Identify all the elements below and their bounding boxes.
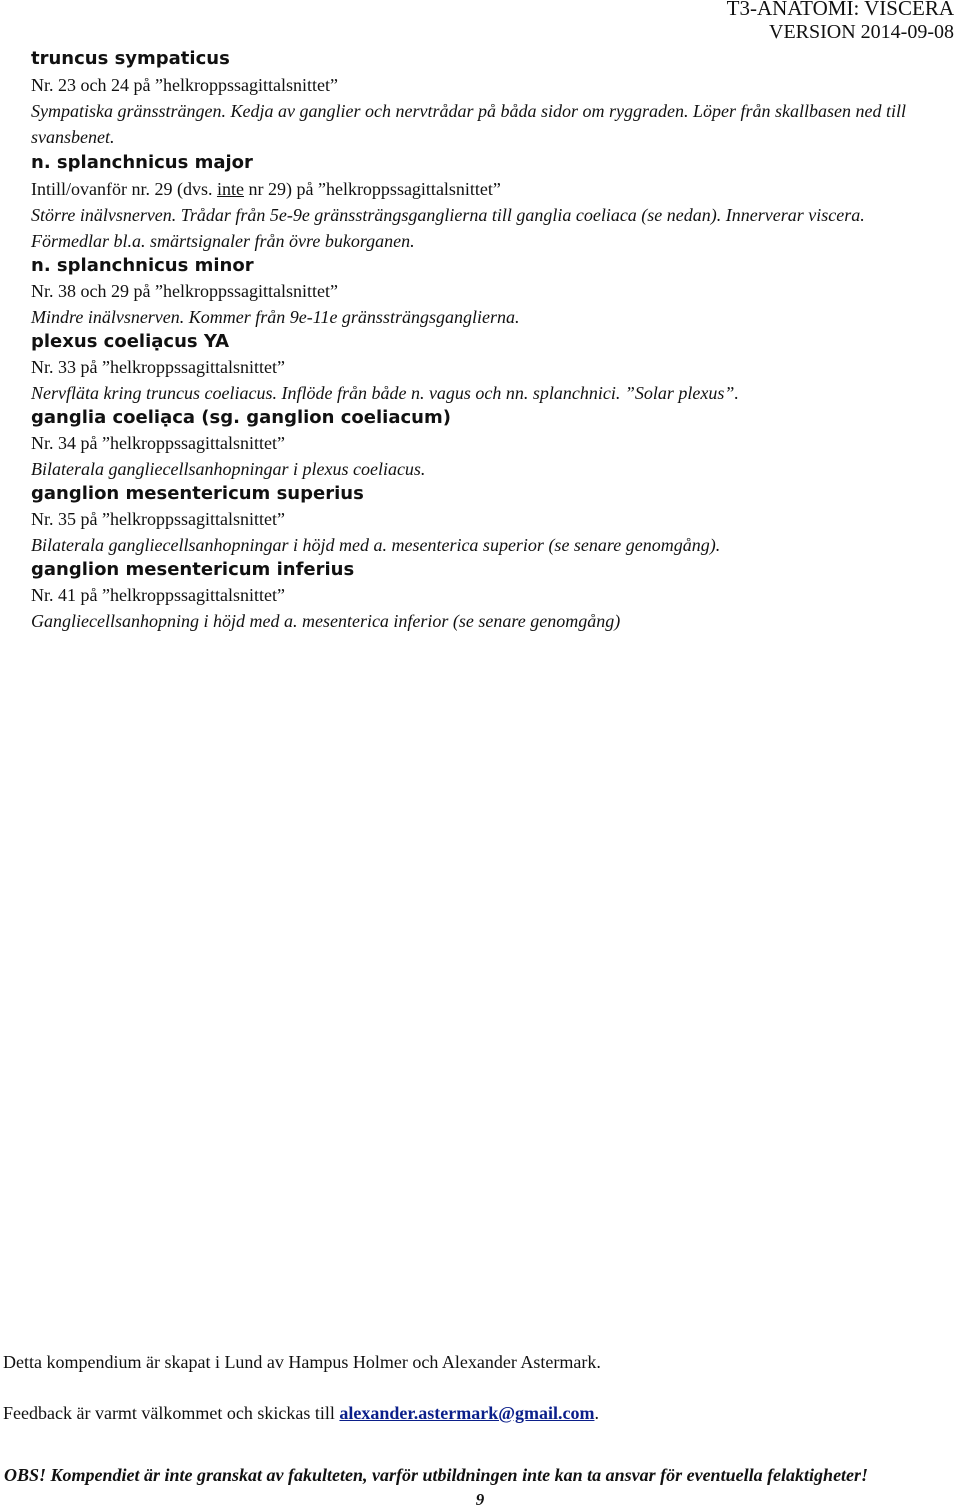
entry-reference-text: Intill/ovanför nr. 29 (dvs. <box>31 179 217 199</box>
entry-reference: Nr. 33 på ”helkroppssagittalsnittet” <box>31 357 285 377</box>
entry-title: n. splanchnicus major <box>31 152 253 173</box>
entry-reference-emphasis: inte <box>216 179 244 199</box>
email-link[interactable]: alexander.astermark@gmail.com <box>339 1403 595 1423</box>
entry-ganglion-mesentericum-superius <box>31 482 951 558</box>
entry-reference <box>31 176 951 202</box>
entry-title: ganglion mesentericum superius <box>31 483 364 504</box>
footer-authors: Detta kompendium är skapat i Lund av Hampus Holmer och Alexander Astermark. <box>3 1352 601 1372</box>
entry-ganglion-mesentericum-inferius <box>31 558 951 634</box>
entry-reference: Nr. 35 på ”helkroppssagittalsnittet” <box>31 509 285 529</box>
entry-reference: Nr. 41 på ”helkroppssagittalsnittet” <box>31 585 285 605</box>
entry-n-splanchnicus-major <box>31 150 951 254</box>
entry-reference: Nr. 23 och 24 på ”helkroppssagittalsnittet” <box>31 75 338 95</box>
entry-description: Bilaterala gangliecellsanhopningar i plexus coeliacus. <box>31 459 426 479</box>
header-version: VERSION 2014-09-08 <box>769 21 954 43</box>
header-course-title: T3-ANATOMI: VISCERA <box>726 0 954 20</box>
entry-title: plexus coeliạcus YA <box>31 331 230 352</box>
entry-title: truncus sympaticus <box>31 48 230 69</box>
entry-title: ganglia coeliạca (sg. ganglion coeliacum) <box>31 407 451 428</box>
entry-reference: Nr. 38 och 29 på ”helkroppssagittalsnittet” <box>31 281 338 301</box>
entry-description: Mindre inälvsnerven. Kommer från 9e-11e gränssträngsganglierna. <box>31 307 520 327</box>
entry-reference-text: nr 29) på ”helkroppssagittalsnittet” <box>243 179 501 199</box>
entry-reference: Nr. 34 på ”helkroppssagittalsnittet” <box>31 433 285 453</box>
entry-description: Bilaterala gangliecellsanhopningar i höjd med a. mesenterica superior (se senare genomgång). <box>31 535 721 555</box>
footer-feedback <box>3 1403 599 1424</box>
entry-description: Gangliecellsanhopning i höjd med a. mesenterica inferior (se senare genomgång) <box>31 611 621 631</box>
entry-description: Större inälvsnerven. Trådar från 5e-9e gränssträngsganglierna till ganglia coeliaca (se nedan). Innerverar viscera. <box>31 205 865 225</box>
entry-description: Sympatiska gränssträngen. Kedja av ganglier och nervtrådar på båda sidor om ryggraden. Löper från skallbasen ned till svansbenet. <box>31 101 906 147</box>
footer-feedback-text: Feedback är varmt välkommet och skickas till <box>3 1403 340 1423</box>
footer-disclaimer: OBS! Kompendiet är inte granskat av fakulteten, varför utbildningen inte kan ta ansvar för eventuella felaktigheter! <box>4 1465 869 1485</box>
entry-n-splanchnicus-minor <box>31 254 951 330</box>
entry-title: n. splanchnicus minor <box>31 255 254 276</box>
entry-truncus-sympaticus <box>31 46 951 150</box>
entry-plexus-coeliacus <box>31 330 951 406</box>
entry-ganglia-coeliaca <box>31 406 951 482</box>
entry-description-continued: Förmedlar bl.a. smärtsignaler från övre bukorganen. <box>31 231 415 251</box>
entry-description: Nervfläta kring truncus coeliacus. Inflöde från både n. vagus och nn. splanchnici. ”Solar plexus”. <box>31 383 739 403</box>
page-number: 9 <box>475 1490 485 1509</box>
document-body <box>31 46 951 634</box>
footer-feedback-end: . <box>594 1403 599 1423</box>
entry-title: ganglion mesentericum inferius <box>31 559 355 580</box>
